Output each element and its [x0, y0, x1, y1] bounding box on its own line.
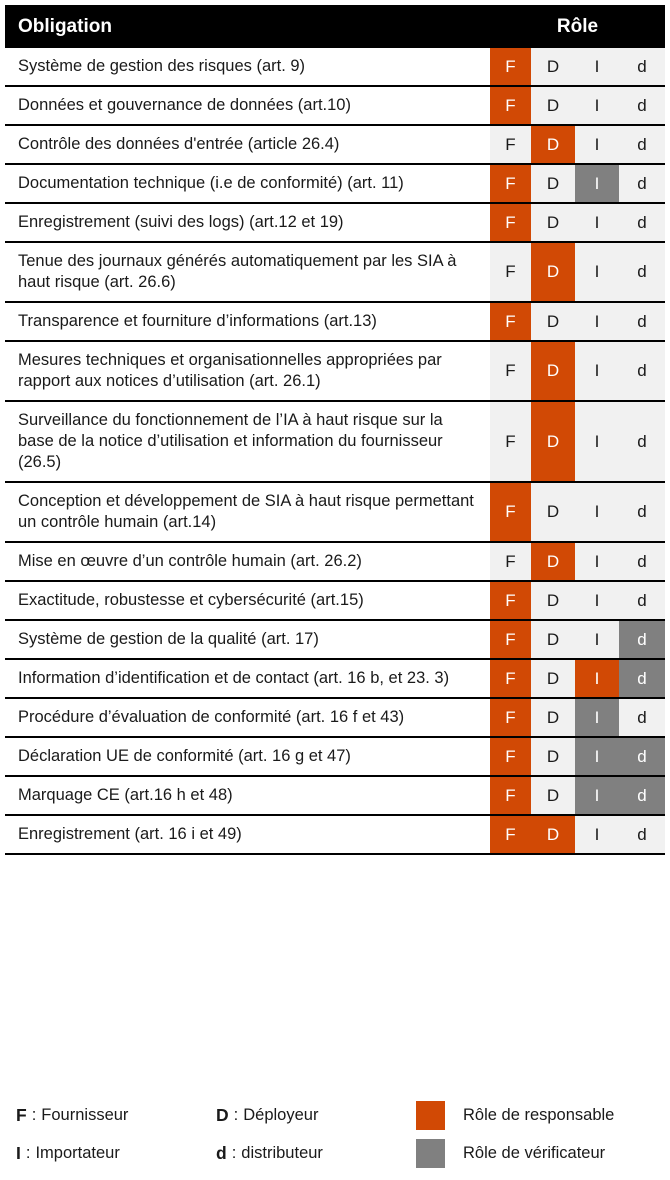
role-cell-D: D: [531, 581, 575, 620]
table-row: [5, 620, 665, 659]
role-cell-D: D: [531, 698, 575, 737]
role-cell-F: F: [490, 86, 531, 125]
role-cell-D: D: [531, 737, 575, 776]
role-cell-D: D: [531, 203, 575, 242]
table-row: [5, 815, 665, 854]
role-cell-d: d: [619, 302, 665, 341]
legend-sep-i: :: [25, 1144, 31, 1162]
role-cell-D: D: [531, 86, 575, 125]
table-row: [5, 482, 665, 542]
table-header: [5, 5, 665, 48]
role-cell-F: F: [490, 203, 531, 242]
obligation-cell: Mise en œuvre d’un contrôle humain (art. 26.2): [5, 542, 490, 581]
role-cell-I: I: [575, 659, 619, 698]
obligation-cell: Enregistrement (suivi des logs) (art.12 et 19): [5, 203, 490, 242]
role-cell-I: I: [575, 482, 619, 542]
table-body: [5, 48, 665, 854]
legend-sep-d: :: [233, 1106, 239, 1124]
table-row: [5, 48, 665, 86]
role-cell-I: I: [575, 776, 619, 815]
role-cell-D: D: [531, 164, 575, 203]
table-row: [5, 302, 665, 341]
role-cell-d: d: [619, 620, 665, 659]
legend-key-i: I: [16, 1143, 21, 1163]
legend-grid: [16, 1096, 656, 1172]
obligation-cell: Système de gestion des risques (art. 9): [5, 48, 490, 86]
table-row: [5, 125, 665, 164]
legend-item-importateur: [16, 1143, 216, 1163]
obligation-cell: Tenue des journaux générés automatiquement par les SIA à haut risque (art. 26.6): [5, 242, 490, 302]
role-cell-I: I: [575, 620, 619, 659]
column-header-role: Rôle: [490, 5, 665, 48]
table-row: [5, 776, 665, 815]
role-cell-D: D: [531, 242, 575, 302]
role-cell-F: F: [490, 815, 531, 854]
role-cell-I: I: [575, 401, 619, 482]
role-cell-F: F: [490, 125, 531, 164]
obligation-cell: Données et gouvernance de données (art.10): [5, 86, 490, 125]
table-header-row: [5, 5, 665, 48]
role-cell-I: I: [575, 164, 619, 203]
role-cell-I: I: [575, 737, 619, 776]
role-cell-F: F: [490, 302, 531, 341]
obligation-cell: Déclaration UE de conformité (art. 16 g et 47): [5, 737, 490, 776]
legend-label-responsable: Rôle de responsable: [463, 1106, 615, 1124]
table-row: [5, 203, 665, 242]
legend-key-dd: d: [216, 1143, 227, 1163]
role-cell-D: D: [531, 125, 575, 164]
obligation-cell: Enregistrement (art. 16 i et 49): [5, 815, 490, 854]
obligation-cell: Transparence et fourniture d’informations (art.13): [5, 302, 490, 341]
legend-item-deployeur: [216, 1105, 416, 1125]
role-cell-d: d: [619, 164, 665, 203]
role-cell-d: d: [619, 482, 665, 542]
role-cell-F: F: [490, 401, 531, 482]
role-cell-D: D: [531, 302, 575, 341]
legend-sep-dd: :: [231, 1144, 237, 1162]
obligation-cell: Système de gestion de la qualité (art. 17): [5, 620, 490, 659]
role-cell-d: d: [619, 698, 665, 737]
role-cell-I: I: [575, 125, 619, 164]
swatch-verificateur-icon: [416, 1139, 445, 1168]
role-cell-F: F: [490, 581, 531, 620]
role-cell-I: I: [575, 581, 619, 620]
table-row: [5, 341, 665, 401]
role-cell-d: d: [619, 242, 665, 302]
table-row: [5, 698, 665, 737]
obligation-cell: Exactitude, robustesse et cybersécurité (art.15): [5, 581, 490, 620]
role-cell-d: d: [619, 125, 665, 164]
legend-key-d: D: [216, 1105, 229, 1125]
table-row: [5, 86, 665, 125]
role-cell-D: D: [531, 401, 575, 482]
role-cell-F: F: [490, 341, 531, 401]
swatch-responsable-icon: [416, 1101, 445, 1130]
role-cell-I: I: [575, 542, 619, 581]
role-cell-d: d: [619, 815, 665, 854]
role-cell-D: D: [531, 776, 575, 815]
column-header-obligation: Obligation: [5, 5, 490, 48]
role-cell-d: d: [619, 401, 665, 482]
legend-label-deployeur: Déployeur: [243, 1106, 319, 1124]
obligation-role-table: [5, 5, 665, 855]
role-cell-D: D: [531, 48, 575, 86]
legend-item-distributeur: [216, 1143, 416, 1163]
table-row: [5, 542, 665, 581]
table-row: [5, 401, 665, 482]
role-cell-I: I: [575, 242, 619, 302]
role-cell-F: F: [490, 776, 531, 815]
legend-item-fournisseur: [16, 1105, 216, 1125]
legend-sep-f: :: [31, 1106, 37, 1124]
table-row: [5, 659, 665, 698]
obligation-cell: Conception et développement de SIA à haut risque permettant un contrôle humain (art.14): [5, 482, 490, 542]
legend-item-responsable: [416, 1101, 656, 1130]
legend-label-fournisseur: Fournisseur: [41, 1106, 129, 1124]
role-cell-F: F: [490, 542, 531, 581]
legend: [0, 1086, 670, 1180]
role-cell-I: I: [575, 302, 619, 341]
role-cell-F: F: [490, 620, 531, 659]
role-cell-D: D: [531, 542, 575, 581]
legend-key-f: F: [16, 1105, 27, 1125]
role-cell-I: I: [575, 815, 619, 854]
role-cell-I: I: [575, 698, 619, 737]
role-cell-F: F: [490, 242, 531, 302]
role-cell-F: F: [490, 482, 531, 542]
role-cell-d: d: [619, 86, 665, 125]
legend-label-importateur: Importateur: [35, 1144, 120, 1162]
obligation-role-table-wrapper: [5, 5, 665, 855]
obligation-cell: Surveillance du fonctionnement de l’IA à haut risque sur la base de la notice d’utilisation et information du fournisseur (26.5): [5, 401, 490, 482]
role-cell-F: F: [490, 698, 531, 737]
role-cell-D: D: [531, 815, 575, 854]
role-cell-d: d: [619, 737, 665, 776]
legend-item-verificateur: [416, 1139, 656, 1168]
role-cell-I: I: [575, 341, 619, 401]
table-row: [5, 581, 665, 620]
obligation-cell: Contrôle des données d'entrée (article 26.4): [5, 125, 490, 164]
role-cell-d: d: [619, 659, 665, 698]
table-row: [5, 737, 665, 776]
role-cell-d: d: [619, 341, 665, 401]
obligation-cell: Marquage CE (art.16 h et 48): [5, 776, 490, 815]
role-cell-I: I: [575, 86, 619, 125]
table-row: [5, 242, 665, 302]
role-cell-F: F: [490, 48, 531, 86]
role-cell-D: D: [531, 620, 575, 659]
role-cell-D: D: [531, 341, 575, 401]
obligation-cell: Procédure d’évaluation de conformité (art. 16 f et 43): [5, 698, 490, 737]
role-cell-d: d: [619, 581, 665, 620]
obligation-cell: Information d’identification et de contact (art. 16 b, et 23. 3): [5, 659, 490, 698]
role-cell-d: d: [619, 542, 665, 581]
role-cell-d: d: [619, 48, 665, 86]
role-cell-F: F: [490, 737, 531, 776]
role-cell-I: I: [575, 203, 619, 242]
role-cell-D: D: [531, 482, 575, 542]
role-cell-d: d: [619, 776, 665, 815]
role-cell-F: F: [490, 659, 531, 698]
role-cell-I: I: [575, 48, 619, 86]
obligation-cell: Documentation technique (i.e de conformité) (art. 11): [5, 164, 490, 203]
legend-label-verificateur: Rôle de vérificateur: [463, 1144, 606, 1162]
role-cell-F: F: [490, 164, 531, 203]
role-cell-D: D: [531, 659, 575, 698]
obligation-cell: Mesures techniques et organisationnelles appropriées par rapport aux notices d’utilisation (art. 26.1): [5, 341, 490, 401]
table-row: [5, 164, 665, 203]
role-cell-d: d: [619, 203, 665, 242]
legend-label-distributeur: distributeur: [241, 1144, 323, 1162]
